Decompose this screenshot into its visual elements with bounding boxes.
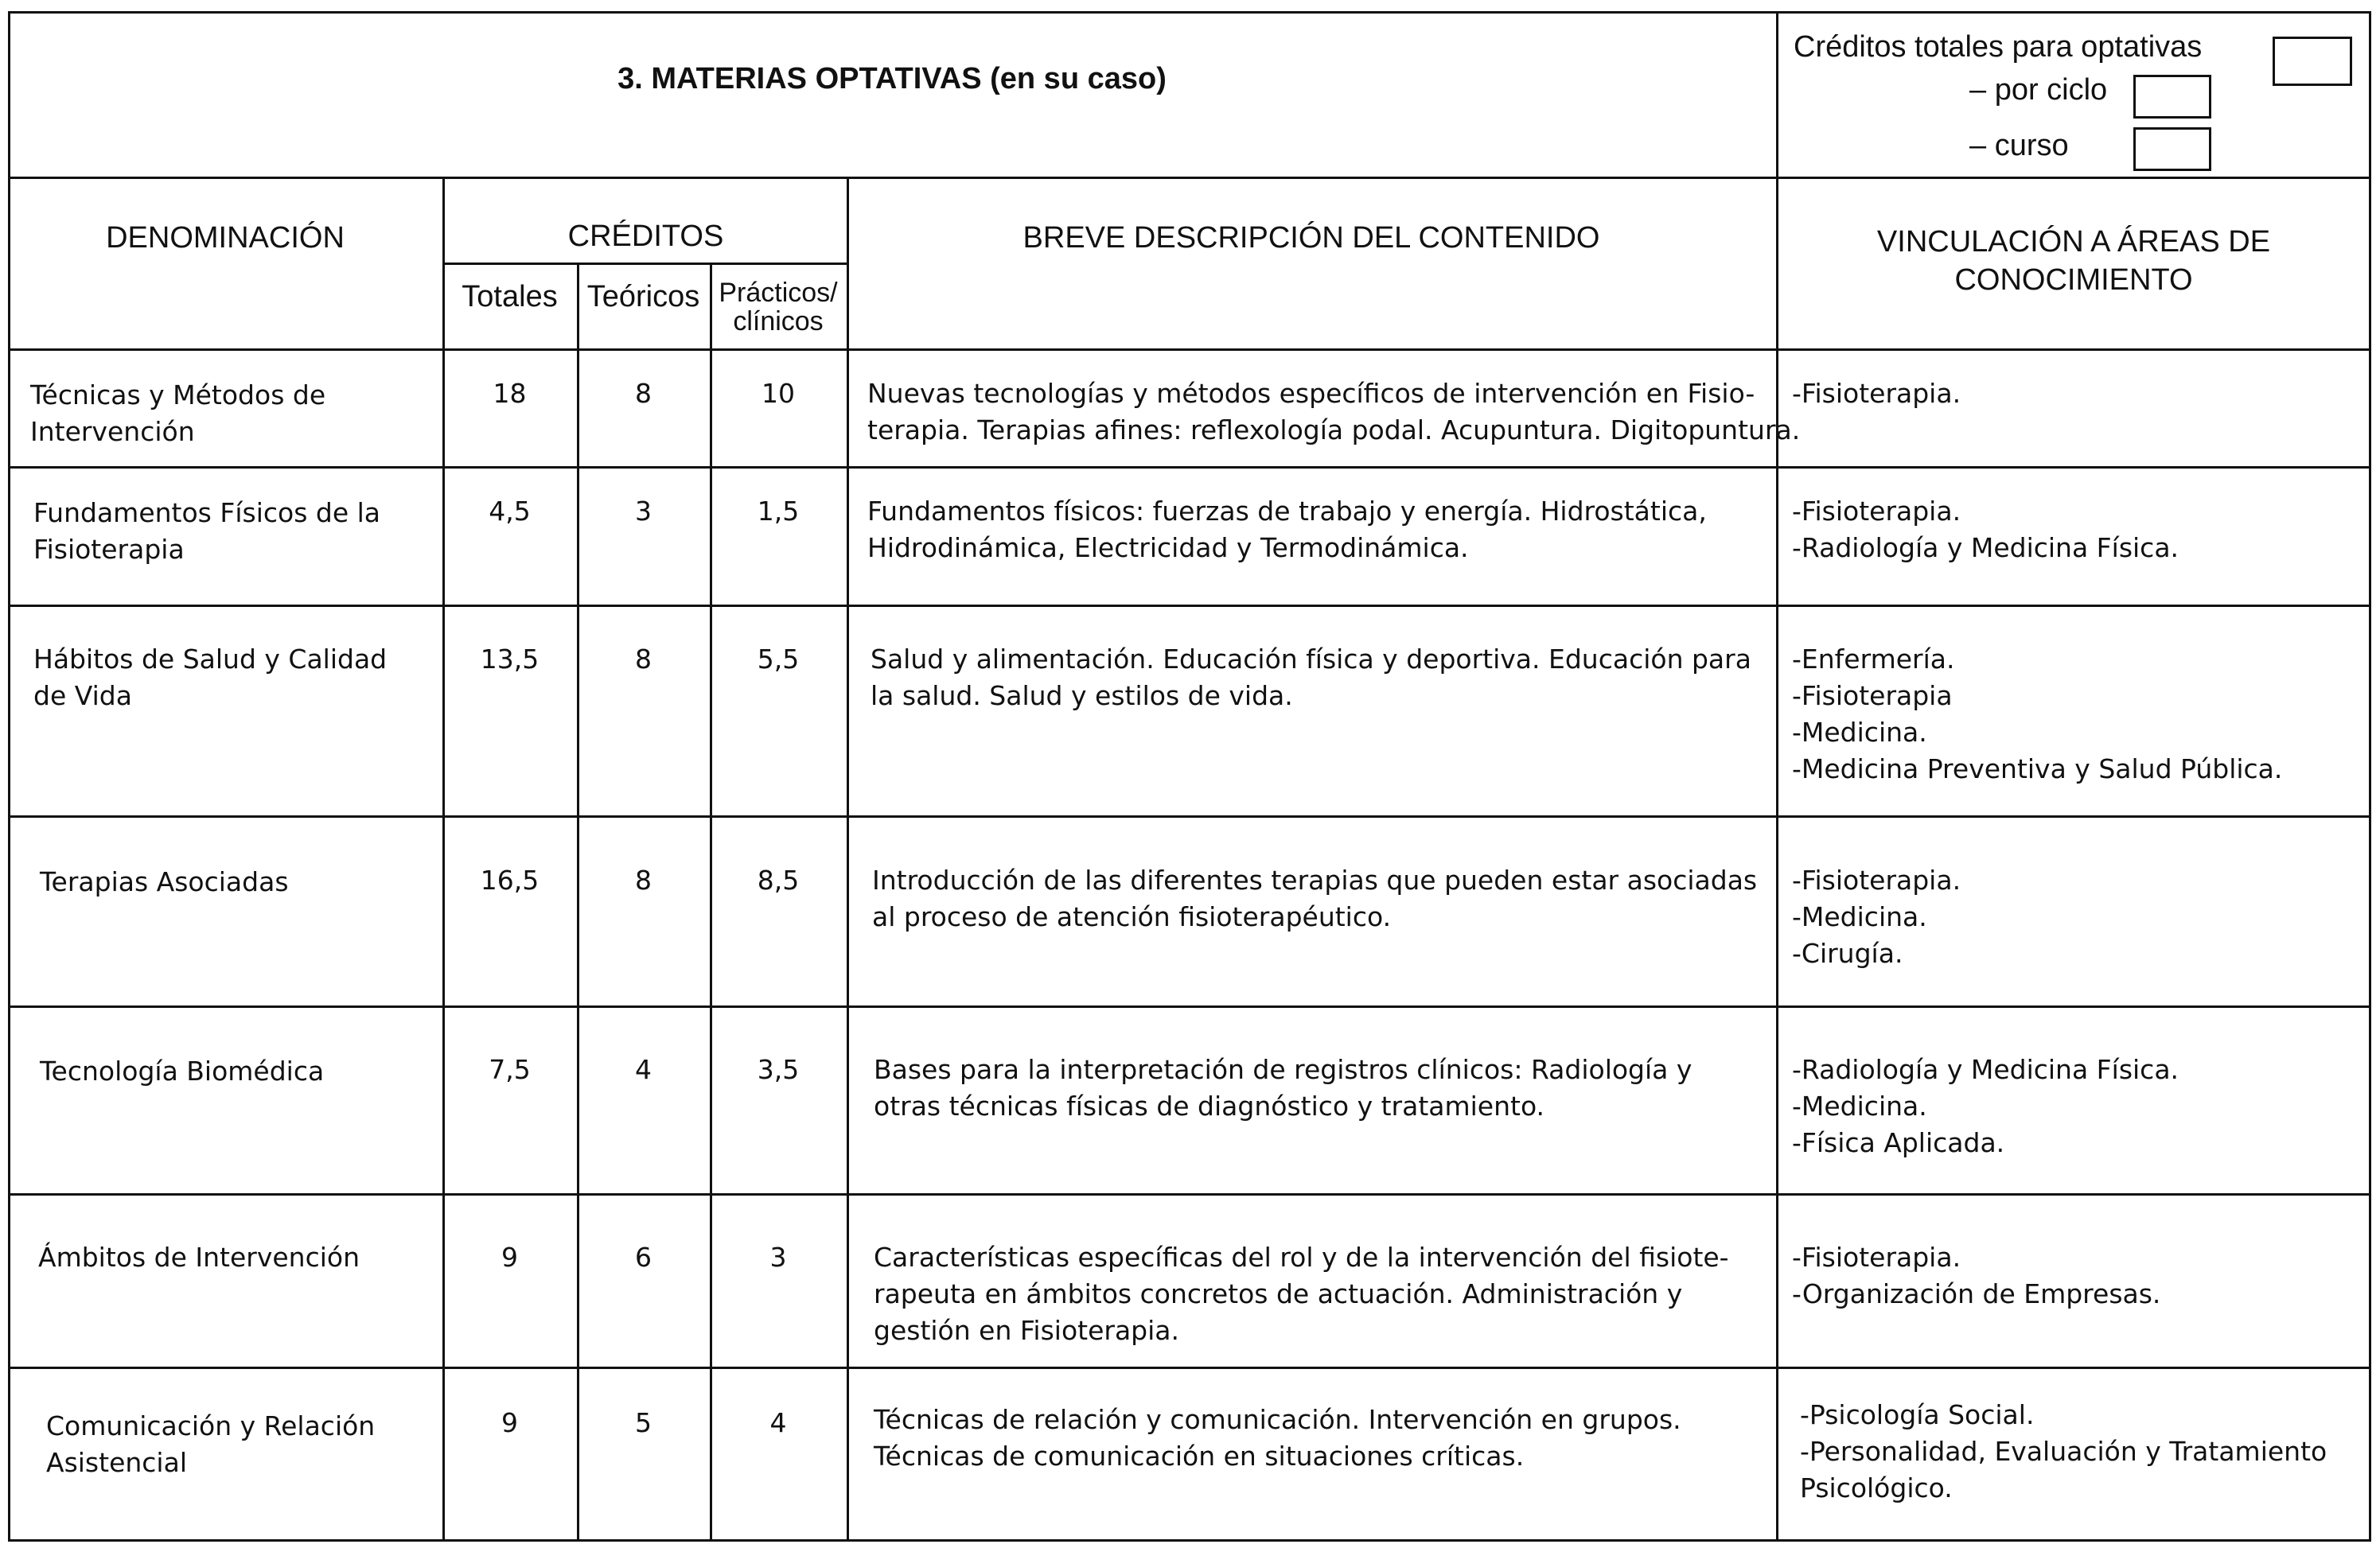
- credits-teoricos: 4: [635, 1054, 652, 1085]
- credits-practicos: 1,5: [757, 496, 800, 527]
- col-divider-totales: [577, 263, 579, 1542]
- credits-totales: 16,5: [480, 865, 539, 896]
- section-title: 3. MATERIAS OPTATIVAS (en su caso): [617, 62, 1167, 95]
- materia-description: Salud y alimentación. Educación física y deportiva. Educación para la salud. Salud y estilos de vida.: [871, 644, 1751, 711]
- materia-name: Terapias Asociadas: [40, 866, 289, 897]
- materia-areas: -Fisioterapia. -Organización de Empresas.: [1792, 1242, 2161, 1309]
- creditos-subheader-line: [442, 263, 849, 265]
- credits-ciclo-box[interactable]: [2133, 75, 2211, 119]
- credits-totales: 4,5: [489, 496, 531, 527]
- materia-name: Técnicas y Métodos de Intervención: [30, 379, 326, 447]
- materia-areas: -Fisioterapia.: [1792, 378, 1961, 409]
- col-header-denominacion: DENOMINACIÓN: [106, 221, 345, 255]
- materia-description: Técnicas de relación y comunicación. Intervención en grupos. Técnicas de comunicación en situaciones críticas.: [874, 1404, 1681, 1472]
- materia-description: Fundamentos físicos: fuerzas de trabajo y energía. Hidrostática, Hidrodinámica, Electricidad y Termodinámica.: [867, 496, 1707, 563]
- col-header-descripcion: BREVE DESCRIPCIÓN DEL CONTENIDO: [1023, 221, 1600, 255]
- credits-practicos: 8,5: [757, 865, 800, 896]
- materia-areas: -Radiología y Medicina Física. -Medicina. -Física Aplicada.: [1792, 1054, 2179, 1158]
- materia-description: Nuevas tecnologías y métodos específicos de intervención en Fisio- terapia. Terapias afines: reflexología podal. Acupuntura. Digitopuntura.: [867, 378, 1801, 445]
- credits-ciclo-label: – por ciclo: [1969, 73, 2108, 107]
- row-divider: [8, 815, 2371, 818]
- materia-description: Bases para la interpretación de registros clínicos: Radiología y otras técnicas físicas de diagnóstico y tratamiento.: [874, 1054, 1692, 1122]
- credits-totales: 9: [501, 1407, 518, 1438]
- materia-areas: -Fisioterapia. -Medicina. -Cirugía.: [1792, 865, 1961, 969]
- credits-curso-label: – curso: [1969, 129, 2069, 162]
- materia-name: Comunicación y Relación Asistencial: [46, 1410, 376, 1478]
- credits-practicos: 3: [769, 1242, 787, 1273]
- credits-practicos: 4: [769, 1407, 787, 1438]
- materia-description: Introducción de las diferentes terapias que pueden estar asociadas al proceso de atención fisioterapéutico.: [872, 865, 1758, 932]
- column-header-divider: [8, 348, 2371, 351]
- credits-teoricos: 8: [635, 644, 652, 675]
- credits-teoricos: 5: [635, 1407, 652, 1438]
- materia-name: Tecnología Biomédica: [40, 1056, 325, 1087]
- materia-areas: -Psicología Social. -Personalidad, Evaluación y Tratamiento Psicológico.: [1800, 1399, 2327, 1503]
- row-divider: [8, 1193, 2371, 1196]
- credits-practicos: 10: [762, 378, 795, 409]
- col-header-teoricos: Teóricos: [586, 280, 700, 313]
- col-divider-desc: [847, 177, 849, 1542]
- credits-curso-box[interactable]: [2133, 127, 2211, 171]
- col-header-practicos: Prácticos/ clínicos: [719, 278, 838, 336]
- col-header-vinculacion: VINCULACIÓN A ÁREAS DE CONOCIMIENTO: [1876, 225, 2271, 297]
- credits-teoricos: 8: [635, 378, 652, 409]
- materia-areas: -Enfermería. -Fisioterapia -Medicina. -Medicina Preventiva y Salud Pública.: [1792, 644, 2283, 784]
- credits-totales: 13,5: [480, 644, 539, 675]
- row-divider: [8, 1005, 2371, 1008]
- credits-teoricos: 8: [635, 865, 652, 896]
- row-divider: [8, 466, 2371, 469]
- materia-name: Hábitos de Salud y Calidad de Vida: [33, 644, 388, 711]
- col-divider-teoricos: [710, 263, 712, 1542]
- credits-totales: 9: [501, 1242, 518, 1273]
- row-divider: [8, 1367, 2371, 1369]
- credits-teoricos: 6: [635, 1242, 652, 1273]
- credits-total-box[interactable]: [2273, 37, 2352, 86]
- credits-totales: 7,5: [489, 1054, 531, 1085]
- col-header-creditos: CRÉDITOS: [567, 220, 724, 253]
- materia-areas: -Fisioterapia. -Radiología y Medicina Física.: [1792, 496, 2179, 563]
- col-header-totales: Totales: [462, 280, 558, 313]
- credits-teoricos: 3: [635, 496, 652, 527]
- credits-totales: 18: [493, 378, 527, 409]
- materia-name: Ámbitos de Intervención: [38, 1242, 360, 1273]
- credits-total-label: Créditos totales para optativas: [1794, 30, 2203, 64]
- materia-name: Fundamentos Físicos de la Fisioterapia: [33, 497, 381, 565]
- credits-practicos: 3,5: [757, 1054, 800, 1085]
- credits-practicos: 5,5: [757, 644, 800, 675]
- materia-description: Características específicas del rol y de la intervención del fisiote- rapeuta en ámbitos concretos de actuación. Administración y gestión en Fisioterapia.: [874, 1242, 1729, 1346]
- header-divider: [8, 177, 2371, 179]
- row-divider: [8, 605, 2371, 607]
